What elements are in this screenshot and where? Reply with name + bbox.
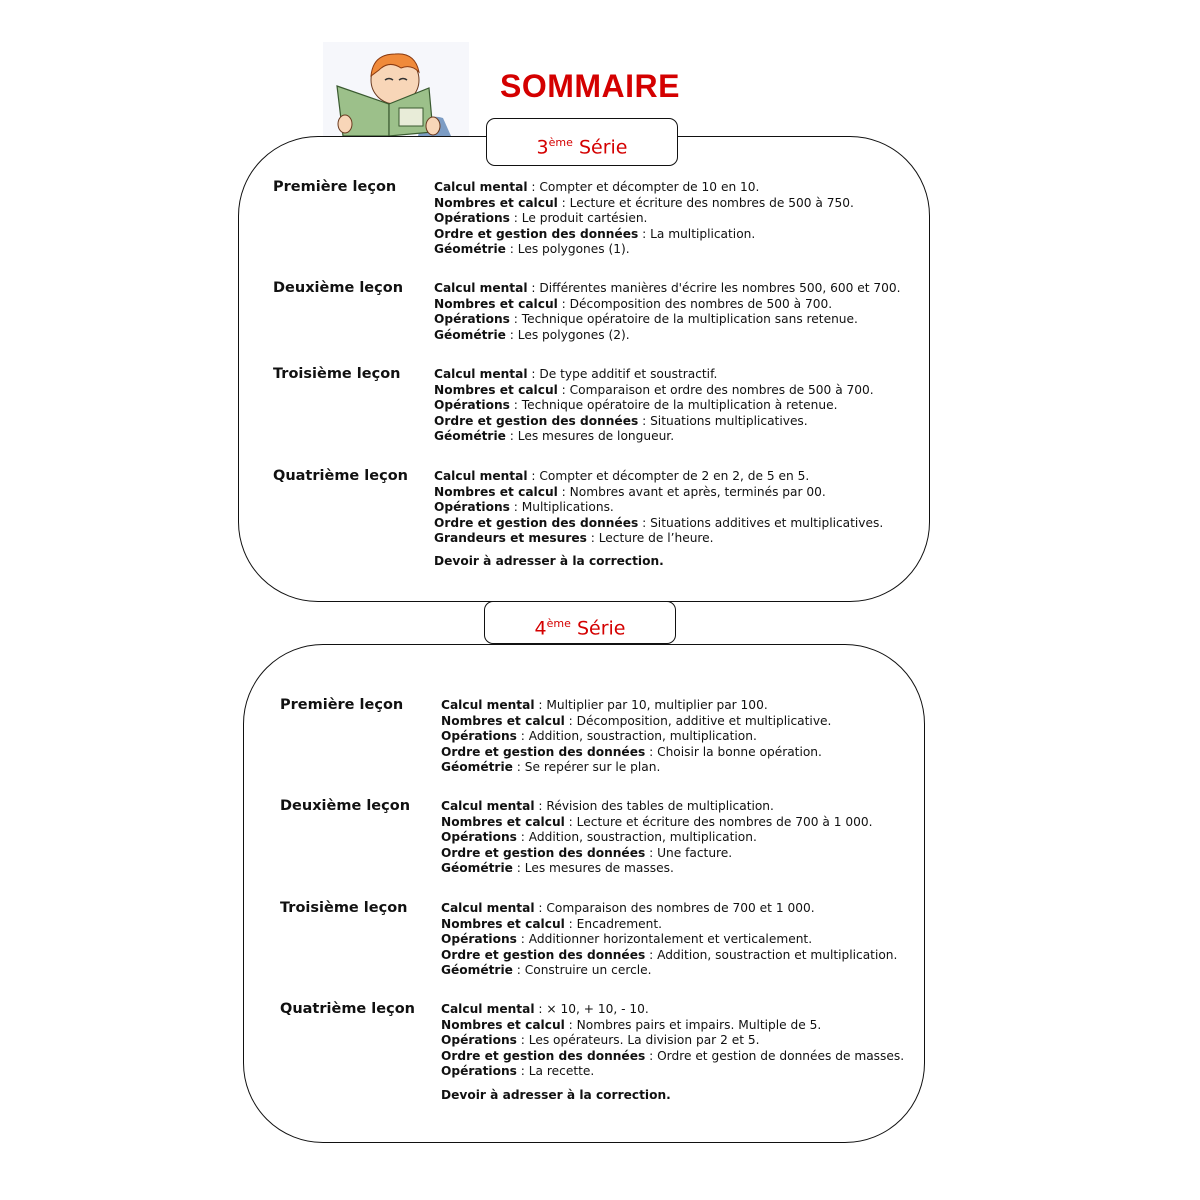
- topic-label: Nombres et calcul: [434, 195, 558, 210]
- topic-label: Calcul mental: [441, 698, 535, 712]
- lesson-item: [434, 383, 874, 399]
- topic-text: : Révision des tables de multiplication.: [534, 799, 774, 813]
- lesson-item: [434, 429, 874, 445]
- lesson-item: [441, 1033, 904, 1049]
- topic-text: : Se repérer sur le plan.: [512, 760, 661, 775]
- lesson-item: [441, 1049, 904, 1065]
- topic-text: : Le produit cartésien.: [509, 211, 648, 226]
- topic-text: : La multiplication.: [638, 226, 756, 241]
- topic-text: : × 10, + 10, - 10.: [534, 1002, 649, 1016]
- lesson-item: [434, 367, 874, 383]
- topic-label: Calcul mental: [441, 901, 535, 915]
- lesson-item: [441, 861, 873, 877]
- lesson-item: [441, 963, 897, 979]
- lesson-item: [434, 328, 901, 344]
- lesson-item: [441, 714, 831, 730]
- lesson-item: [441, 917, 897, 933]
- devoir-note: Devoir à adresser à la correction.: [434, 554, 664, 568]
- topic-label: Calcul mental: [434, 281, 528, 295]
- lesson-content: [434, 281, 901, 343]
- topic-label: Ordre et gestion des données: [434, 413, 639, 428]
- reading-child-illustration: [323, 42, 469, 136]
- topic-label: Ordre et gestion des données: [441, 744, 646, 759]
- topic-label: Calcul mental: [434, 367, 528, 381]
- lesson-item: [441, 799, 873, 815]
- lesson-item: [434, 227, 854, 243]
- topic-label: Ordre et gestion des données: [434, 515, 639, 530]
- topic-label: Opérations: [441, 1033, 517, 1048]
- topic-label: Nombres et calcul: [434, 296, 558, 311]
- series-0-panel: [238, 136, 930, 602]
- topic-text: : Les mesures de masses.: [512, 861, 674, 876]
- lesson-content: [434, 469, 883, 547]
- lesson-item: [434, 281, 901, 297]
- page-title: SOMMAIRE: [500, 68, 680, 104]
- topic-text: : Lecture et écriture des nombres de 700 à 1 000.: [564, 814, 873, 829]
- topic-text: : Situations additives et multiplicatives.: [638, 515, 884, 530]
- topic-label: Ordre et gestion des données: [434, 226, 639, 241]
- topic-label: Calcul mental: [441, 1002, 535, 1016]
- lesson-item: [441, 1064, 904, 1080]
- topic-label: Grandeurs et mesures: [434, 531, 587, 546]
- lesson-title: Quatrième leçon: [280, 1001, 415, 1017]
- topic-text: : Multiplier par 10, multiplier par 100.: [534, 698, 768, 712]
- topic-text: : De type additif et soustractif.: [527, 367, 718, 381]
- lesson-item: [434, 516, 883, 532]
- topic-text: : Les polygones (2).: [505, 327, 630, 342]
- lesson-title: Quatrième leçon: [273, 468, 408, 484]
- topic-label: Nombres et calcul: [441, 916, 565, 931]
- lesson-content: [441, 698, 831, 776]
- topic-text: : Compter et décompter de 10 en 10.: [527, 180, 760, 194]
- devoir-note: Devoir à adresser à la correction.: [441, 1088, 671, 1102]
- lesson-item: [441, 1018, 904, 1034]
- lesson-item: [441, 698, 831, 714]
- topic-text: : Les mesures de longueur.: [505, 429, 675, 444]
- topic-label: Nombres et calcul: [441, 1017, 565, 1032]
- series-number: 3: [536, 136, 549, 159]
- series-ordinal: ème: [548, 136, 573, 149]
- lesson-content: [441, 1002, 904, 1080]
- topic-label: Calcul mental: [434, 469, 528, 483]
- topic-label: Géométrie: [434, 327, 506, 342]
- topic-label: Opérations: [441, 830, 517, 845]
- topic-label: Opérations: [441, 932, 517, 947]
- topic-label: Géométrie: [441, 760, 513, 775]
- topic-text: : Une facture.: [645, 845, 733, 860]
- series-number: 4: [534, 617, 547, 640]
- lesson-item: [434, 485, 883, 501]
- series-0-label: [486, 118, 678, 166]
- lesson-item: [434, 469, 883, 485]
- topic-text: : Additionner horizontalement et verticalement.: [516, 932, 813, 947]
- topic-label: Opérations: [434, 398, 510, 413]
- topic-label: Calcul mental: [434, 180, 528, 194]
- lesson-item: [434, 398, 874, 414]
- topic-text: : Nombres pairs et impairs. Multiple de 5.: [564, 1017, 822, 1032]
- series-ordinal: ème: [546, 617, 571, 630]
- topic-text: : Lecture de l’heure.: [586, 531, 714, 546]
- topic-text: : Technique opératoire de la multiplication sans retenue.: [509, 312, 858, 327]
- topic-label: Opérations: [441, 729, 517, 744]
- lesson-item: [441, 760, 831, 776]
- topic-label: Géométrie: [434, 242, 506, 257]
- lesson-item: [434, 500, 883, 516]
- topic-text: : Différentes manières d'écrire les nombres 500, 600 et 700.: [527, 281, 901, 295]
- series-1-panel: [243, 644, 925, 1143]
- topic-text: : Ordre et gestion de données de masses.: [645, 1048, 905, 1063]
- lesson-item: [434, 211, 854, 227]
- topic-label: Géométrie: [434, 429, 506, 444]
- lesson-title: Troisième leçon: [280, 900, 408, 916]
- lesson-title: Première leçon: [280, 697, 404, 713]
- lesson-title: Première leçon: [273, 179, 397, 195]
- topic-text: : Lecture et écriture des nombres de 500 à 750.: [557, 195, 854, 210]
- lesson-title: Troisième leçon: [273, 366, 401, 382]
- topic-text: : La recette.: [516, 1064, 595, 1079]
- topic-text: : Compter et décompter de 2 en 2, de 5 en 5.: [527, 469, 810, 483]
- topic-label: Ordre et gestion des données: [441, 1048, 646, 1063]
- topic-text: : Choisir la bonne opération.: [645, 744, 822, 759]
- lesson-item: [434, 414, 874, 430]
- topic-text: : Addition, soustraction, multiplication.: [516, 830, 757, 845]
- topic-text: : Décomposition des nombres de 500 à 700.: [557, 296, 833, 311]
- topic-label: Opérations: [434, 312, 510, 327]
- topic-label: Géométrie: [441, 963, 513, 978]
- topic-text: : Situations multiplicatives.: [638, 413, 808, 428]
- lesson-item: [441, 932, 897, 948]
- lesson-content: [434, 367, 874, 445]
- topic-label: Ordre et gestion des données: [441, 947, 646, 962]
- topic-text: : Technique opératoire de la multiplication à retenue.: [509, 398, 838, 413]
- topic-label: Nombres et calcul: [441, 713, 565, 728]
- topic-text: : Encadrement.: [564, 916, 662, 931]
- topic-text: : Les polygones (1).: [505, 242, 630, 257]
- topic-label: Nombres et calcul: [441, 814, 565, 829]
- lesson-item: [434, 312, 901, 328]
- topic-label: Ordre et gestion des données: [441, 845, 646, 860]
- topic-text: : Addition, soustraction, multiplication.: [516, 729, 757, 744]
- topic-text: : Comparaison et ordre des nombres de 500 à 700.: [557, 382, 874, 397]
- lesson-item: [434, 196, 854, 212]
- series-word: Série: [576, 617, 626, 640]
- lesson-item: [441, 948, 897, 964]
- lesson-item: [434, 242, 854, 258]
- topic-label: Géométrie: [441, 861, 513, 876]
- topic-text: : Les opérateurs. La division par 2 et 5.: [516, 1033, 760, 1048]
- lesson-content: [441, 799, 873, 877]
- lesson-item: [441, 815, 873, 831]
- topic-text: : Comparaison des nombres de 700 et 1 000.: [534, 901, 815, 915]
- topic-label: Opérations: [434, 500, 510, 515]
- lesson-title: Deuxième leçon: [273, 280, 404, 296]
- lesson-content: [441, 901, 897, 979]
- topic-text: : Décomposition, additive et multiplicative.: [564, 713, 832, 728]
- topic-label: Opérations: [441, 1064, 517, 1079]
- topic-text: : Multiplications.: [509, 500, 614, 515]
- topic-label: Opérations: [434, 211, 510, 226]
- lesson-item: [441, 846, 873, 862]
- lesson-item: [441, 729, 831, 745]
- lesson-item: [441, 901, 897, 917]
- lesson-item: [441, 745, 831, 761]
- topic-label: Calcul mental: [441, 799, 535, 813]
- topic-label: Nombres et calcul: [434, 382, 558, 397]
- topic-label: Nombres et calcul: [434, 484, 558, 499]
- topic-text: : Addition, soustraction et multiplication.: [645, 947, 898, 962]
- topic-text: : Nombres avant et après, terminés par 00.: [557, 484, 826, 499]
- lesson-item: [434, 531, 883, 547]
- lesson-content: [434, 180, 854, 258]
- lesson-item: [434, 297, 901, 313]
- series-1-label: [484, 601, 676, 644]
- lesson-item: [441, 1002, 904, 1018]
- lesson-title: Deuxième leçon: [280, 798, 411, 814]
- lesson-item: [434, 180, 854, 196]
- lesson-item: [441, 830, 873, 846]
- topic-text: : Construire un cercle.: [512, 963, 652, 978]
- series-word: Série: [578, 136, 628, 159]
